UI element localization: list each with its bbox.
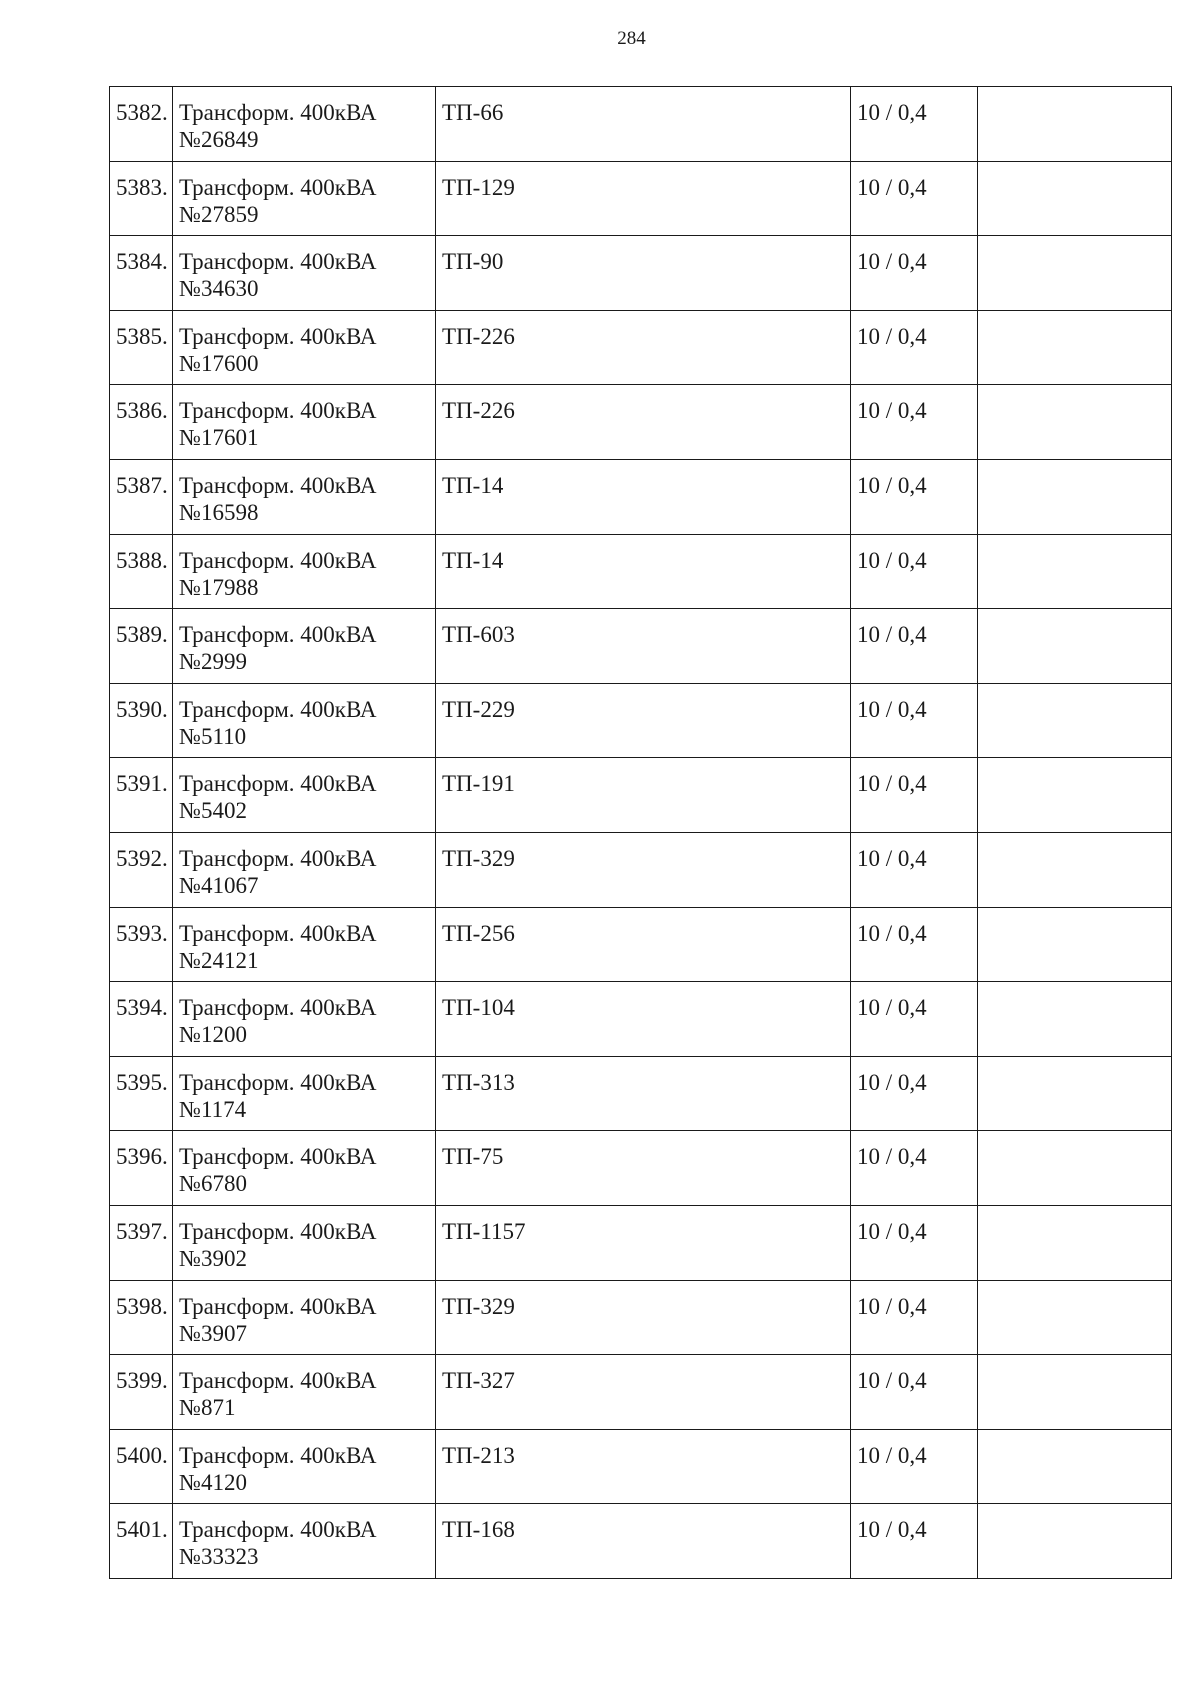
substation-cell: ТП-1157 xyxy=(436,1205,851,1280)
equipment-name: Трансформ. 400кВА xyxy=(179,398,377,424)
table-row xyxy=(110,459,1172,534)
row-number: 5390. xyxy=(110,683,173,758)
table-row xyxy=(110,1131,1172,1206)
serial-number: №4120 xyxy=(179,1469,247,1495)
substation-cell: ТП-14 xyxy=(436,534,851,609)
table-row xyxy=(110,1205,1172,1280)
voltage-cell: 10 / 0,4 xyxy=(851,1056,978,1131)
serial-number: №5110 xyxy=(179,723,247,749)
table-row xyxy=(110,1504,1172,1579)
table-row xyxy=(110,982,1172,1057)
empty-cell xyxy=(978,1504,1172,1579)
serial-number: №17601 xyxy=(179,425,259,451)
equipment-name: Трансформ. 400кВА xyxy=(179,920,377,946)
equipment-name-cell xyxy=(173,907,436,982)
row-number: 5398. xyxy=(110,1280,173,1355)
serial-number: №33323 xyxy=(179,1544,259,1570)
substation-cell: ТП-66 xyxy=(436,87,851,162)
serial-number: №3907 xyxy=(179,1320,247,1346)
equipment-name: Трансформ. 400кВА xyxy=(179,622,377,648)
voltage-cell: 10 / 0,4 xyxy=(851,87,978,162)
equipment-name: Трансформ. 400кВА xyxy=(179,100,377,125)
serial-number: №6780 xyxy=(179,1171,247,1197)
serial-number: №17988 xyxy=(179,574,259,600)
equipment-name: Трансформ. 400кВА xyxy=(179,547,377,573)
empty-cell xyxy=(978,758,1172,833)
equipment-name: Трансформ. 400кВА xyxy=(179,1442,377,1468)
empty-cell xyxy=(978,310,1172,385)
empty-cell xyxy=(978,87,1172,162)
row-number: 5385. xyxy=(110,310,173,385)
substation-cell: ТП-329 xyxy=(436,1280,851,1355)
voltage-cell: 10 / 0,4 xyxy=(851,1131,978,1206)
equipment-name-cell xyxy=(173,1355,436,1430)
voltage-cell: 10 / 0,4 xyxy=(851,236,978,311)
serial-number: №3902 xyxy=(179,1245,247,1271)
equipment-name-cell xyxy=(173,534,436,609)
table-row xyxy=(110,758,1172,833)
equipment-name: Трансформ. 400кВА xyxy=(179,1517,377,1543)
equipment-name-cell xyxy=(173,459,436,534)
row-number: 5391. xyxy=(110,758,173,833)
row-number: 5399. xyxy=(110,1355,173,1430)
page-number: 284 xyxy=(617,28,646,49)
serial-number: №24121 xyxy=(179,947,259,973)
substation-cell: ТП-226 xyxy=(436,310,851,385)
row-number: 5383. xyxy=(110,161,173,236)
equipment-name: Трансформ. 400кВА xyxy=(179,472,377,498)
equipment-name-cell xyxy=(173,1429,436,1504)
voltage-cell: 10 / 0,4 xyxy=(851,1280,978,1355)
row-number: 5395. xyxy=(110,1056,173,1131)
empty-cell xyxy=(978,534,1172,609)
serial-number: №2999 xyxy=(179,649,247,675)
substation-cell: ТП-104 xyxy=(436,982,851,1057)
row-number: 5392. xyxy=(110,832,173,907)
empty-cell xyxy=(978,1131,1172,1206)
empty-cell xyxy=(978,385,1172,460)
equipment-name-cell xyxy=(173,1205,436,1280)
serial-number: №1174 xyxy=(179,1096,247,1122)
row-number: 5396. xyxy=(110,1131,173,1206)
row-number: 5386. xyxy=(110,385,173,460)
equipment-name-cell xyxy=(173,87,436,162)
table-body xyxy=(110,87,1172,1579)
equipment-name: Трансформ. 400кВА xyxy=(179,1293,377,1319)
voltage-cell: 10 / 0,4 xyxy=(851,161,978,236)
row-number: 5401. xyxy=(110,1504,173,1579)
row-number: 5393. xyxy=(110,907,173,982)
equipment-name: Трансформ. 400кВА xyxy=(179,174,377,200)
empty-cell xyxy=(978,1205,1172,1280)
serial-number: №26849 xyxy=(179,127,259,152)
equipment-name-cell xyxy=(173,1056,436,1131)
voltage-cell: 10 / 0,4 xyxy=(851,459,978,534)
equipment-name: Трансформ. 400кВА xyxy=(179,771,377,797)
voltage-cell: 10 / 0,4 xyxy=(851,310,978,385)
table-row xyxy=(110,1280,1172,1355)
voltage-cell: 10 / 0,4 xyxy=(851,982,978,1057)
serial-number: №17600 xyxy=(179,350,259,376)
table-row xyxy=(110,1429,1172,1504)
voltage-cell: 10 / 0,4 xyxy=(851,758,978,833)
row-number: 5400. xyxy=(110,1429,173,1504)
empty-cell xyxy=(978,609,1172,684)
voltage-cell: 10 / 0,4 xyxy=(851,385,978,460)
row-number: 5397. xyxy=(110,1205,173,1280)
empty-cell xyxy=(978,459,1172,534)
table-row xyxy=(110,310,1172,385)
substation-cell: ТП-90 xyxy=(436,236,851,311)
serial-number: №5402 xyxy=(179,798,247,824)
equipment-name: Трансформ. 400кВА xyxy=(179,323,377,349)
equipment-name: Трансформ. 400кВА xyxy=(179,995,377,1021)
empty-cell xyxy=(978,1429,1172,1504)
table-row xyxy=(110,683,1172,758)
row-number: 5394. xyxy=(110,982,173,1057)
voltage-cell: 10 / 0,4 xyxy=(851,534,978,609)
row-number: 5387. xyxy=(110,459,173,534)
voltage-cell: 10 / 0,4 xyxy=(851,832,978,907)
substation-cell: ТП-213 xyxy=(436,1429,851,1504)
empty-cell xyxy=(978,907,1172,982)
empty-cell xyxy=(978,1355,1172,1430)
serial-number: №1200 xyxy=(179,1022,247,1048)
empty-cell xyxy=(978,683,1172,758)
substation-cell: ТП-229 xyxy=(436,683,851,758)
equipment-name-cell xyxy=(173,310,436,385)
empty-cell xyxy=(978,1280,1172,1355)
serial-number: №871 xyxy=(179,1395,236,1421)
equipment-name: Трансформ. 400кВА xyxy=(179,696,377,722)
substation-cell: ТП-256 xyxy=(436,907,851,982)
substation-cell: ТП-329 xyxy=(436,832,851,907)
table-row xyxy=(110,1355,1172,1430)
serial-number: №41067 xyxy=(179,872,259,898)
table-row xyxy=(110,236,1172,311)
substation-cell: ТП-327 xyxy=(436,1355,851,1430)
equipment-name-cell xyxy=(173,236,436,311)
equipment-name-cell xyxy=(173,161,436,236)
voltage-cell: 10 / 0,4 xyxy=(851,907,978,982)
empty-cell xyxy=(978,832,1172,907)
empty-cell xyxy=(978,236,1172,311)
substation-cell: ТП-313 xyxy=(436,1056,851,1131)
substation-cell: ТП-129 xyxy=(436,161,851,236)
serial-number: №34630 xyxy=(179,276,259,302)
equipment-name-cell xyxy=(173,683,436,758)
serial-number: №27859 xyxy=(179,201,259,227)
equipment-name: Трансформ. 400кВА xyxy=(179,1368,377,1394)
equipment-name: Трансформ. 400кВА xyxy=(179,1218,377,1244)
table-row xyxy=(110,385,1172,460)
table-row xyxy=(110,609,1172,684)
table-row xyxy=(110,1056,1172,1131)
serial-number: №16598 xyxy=(179,499,259,525)
equipment-name-cell xyxy=(173,1280,436,1355)
substation-cell: ТП-14 xyxy=(436,459,851,534)
equipment-name: Трансформ. 400кВА xyxy=(179,1144,377,1170)
substation-cell: ТП-226 xyxy=(436,385,851,460)
substation-cell: ТП-75 xyxy=(436,1131,851,1206)
equipment-name: Трансформ. 400кВА xyxy=(179,249,377,275)
equipment-name-cell xyxy=(173,982,436,1057)
equipment-name-cell xyxy=(173,1504,436,1579)
equipment-name-cell xyxy=(173,758,436,833)
empty-cell xyxy=(978,1056,1172,1131)
row-number: 5384. xyxy=(110,236,173,311)
substation-cell: ТП-168 xyxy=(436,1504,851,1579)
substation-cell: ТП-603 xyxy=(436,609,851,684)
equipment-name-cell xyxy=(173,609,436,684)
voltage-cell: 10 / 0,4 xyxy=(851,1429,978,1504)
equipment-table xyxy=(109,86,1172,1579)
table-row xyxy=(110,907,1172,982)
row-number: 5382. xyxy=(110,87,173,162)
empty-cell xyxy=(978,982,1172,1057)
row-number: 5388. xyxy=(110,534,173,609)
equipment-name-cell xyxy=(173,385,436,460)
voltage-cell: 10 / 0,4 xyxy=(851,1504,978,1579)
voltage-cell: 10 / 0,4 xyxy=(851,683,978,758)
equipment-name-cell xyxy=(173,1131,436,1206)
table-row xyxy=(110,87,1172,162)
substation-cell: ТП-191 xyxy=(436,758,851,833)
row-number: 5389. xyxy=(110,609,173,684)
table-row xyxy=(110,534,1172,609)
voltage-cell: 10 / 0,4 xyxy=(851,609,978,684)
equipment-name: Трансформ. 400кВА xyxy=(179,1069,377,1095)
equipment-name-cell xyxy=(173,832,436,907)
table-row xyxy=(110,161,1172,236)
voltage-cell: 10 / 0,4 xyxy=(851,1355,978,1430)
voltage-cell: 10 / 0,4 xyxy=(851,1205,978,1280)
empty-cell xyxy=(978,161,1172,236)
equipment-name: Трансформ. 400кВА xyxy=(179,845,377,871)
table-row xyxy=(110,832,1172,907)
